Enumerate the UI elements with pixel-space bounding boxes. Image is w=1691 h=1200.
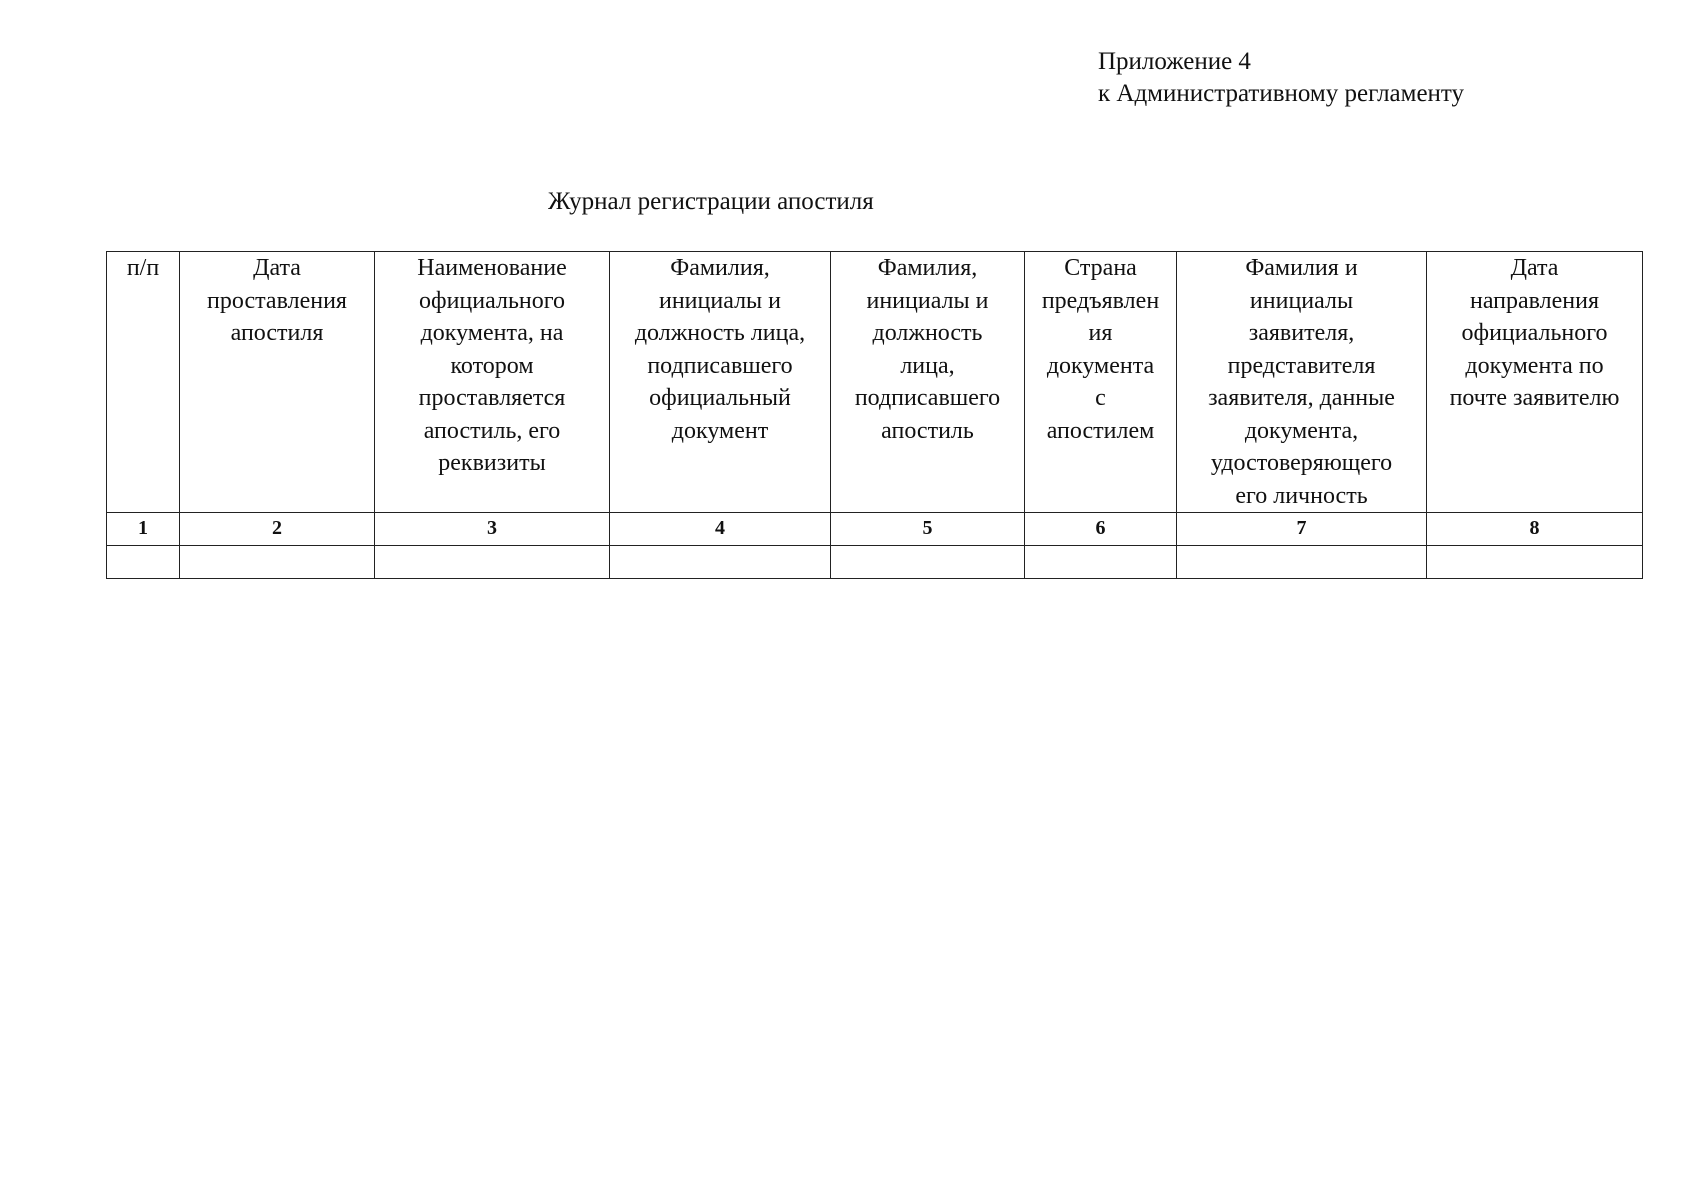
column-header-line: документа, на	[420, 320, 564, 346]
column-number-row	[107, 513, 1643, 546]
column-number: 7	[1177, 513, 1427, 546]
table-cell	[180, 546, 375, 579]
appendix-reference: к Административному регламенту	[1098, 80, 1465, 107]
column-number: 1	[107, 513, 180, 546]
column-header-line: ия	[1088, 320, 1113, 346]
column-header-line: Фамилия и	[1245, 255, 1358, 281]
column-header	[375, 252, 610, 513]
column-header-line: подписавшего	[854, 385, 1001, 411]
table-cell	[107, 546, 180, 579]
column-header-line: официального	[1461, 320, 1608, 346]
column-header-line: Дата	[253, 255, 301, 281]
column-header	[1427, 252, 1643, 513]
column-header-line: документа по	[1465, 352, 1604, 379]
column-header-line: заявителя, данные	[1208, 385, 1395, 411]
column-header-line: направления	[1469, 287, 1600, 314]
column-header-line: почте заявителю	[1449, 385, 1620, 411]
apostille-journal-table	[106, 251, 1643, 579]
column-header-line: Наименование	[417, 255, 567, 281]
appendix-header	[1098, 46, 1464, 110]
column-number: 2	[180, 513, 375, 546]
column-header-line: должность	[872, 320, 983, 346]
table-row	[107, 546, 1643, 579]
column-header-line: апостилем	[1046, 417, 1155, 444]
column-header-line: котором	[450, 352, 534, 379]
column-header-line: документ	[671, 417, 769, 444]
table-cell	[610, 546, 831, 579]
column-header-line: подписавшего	[647, 352, 793, 379]
column-header-line: инициалы и	[658, 287, 782, 314]
column-header-line: проставления	[207, 287, 347, 314]
column-number: 4	[610, 513, 831, 546]
column-header-line: документа	[1046, 352, 1155, 379]
table-cell	[1025, 546, 1177, 579]
column-header-line: инициалы и	[866, 287, 989, 314]
column-number: 3	[375, 513, 610, 546]
column-header-line: инициалы	[1249, 287, 1354, 314]
column-header-line: реквизиты	[438, 450, 546, 476]
column-header-line: представителя	[1227, 352, 1376, 379]
column-header-line: Дата	[1510, 255, 1559, 281]
column-header-line: Страна	[1064, 255, 1137, 281]
table-cell	[831, 546, 1025, 579]
column-header	[1025, 252, 1177, 513]
column-header-line: с	[1095, 385, 1106, 411]
column-header-line: п/п	[126, 255, 160, 281]
table-cell	[1177, 546, 1427, 579]
column-header-line: апостиль	[881, 417, 974, 444]
column-header	[831, 252, 1025, 513]
column-header-line: его личность	[1235, 482, 1368, 509]
column-header-line: документа,	[1244, 417, 1359, 444]
column-header-line: Фамилия,	[670, 255, 770, 281]
column-header	[610, 252, 831, 513]
column-number: 5	[831, 513, 1025, 546]
column-header-line: апостиль, его	[423, 417, 561, 444]
table-cell	[375, 546, 610, 579]
page-title: Журнал регистрации апостиля	[548, 188, 874, 215]
column-number: 8	[1427, 513, 1643, 546]
table-header-row	[107, 252, 1643, 513]
column-header	[180, 252, 375, 513]
column-header-line: заявителя,	[1248, 320, 1355, 346]
appendix-number: Приложение 4	[1098, 48, 1251, 75]
column-header-line: Фамилия,	[877, 255, 978, 281]
column-header-line: лица,	[900, 352, 955, 379]
column-header-line: должность лица,	[634, 320, 806, 346]
column-header	[1177, 252, 1427, 513]
column-header-line: удостоверяющего	[1210, 450, 1393, 476]
column-header-line: проставляется	[418, 385, 566, 411]
column-header-line: апостиля	[230, 320, 324, 346]
column-header	[107, 252, 180, 513]
column-header-line: официального	[419, 287, 565, 314]
column-header-line: официальный	[649, 385, 791, 411]
table-cell	[1427, 546, 1643, 579]
column-number: 6	[1025, 513, 1177, 546]
column-header-line: предъявлен	[1041, 287, 1160, 314]
